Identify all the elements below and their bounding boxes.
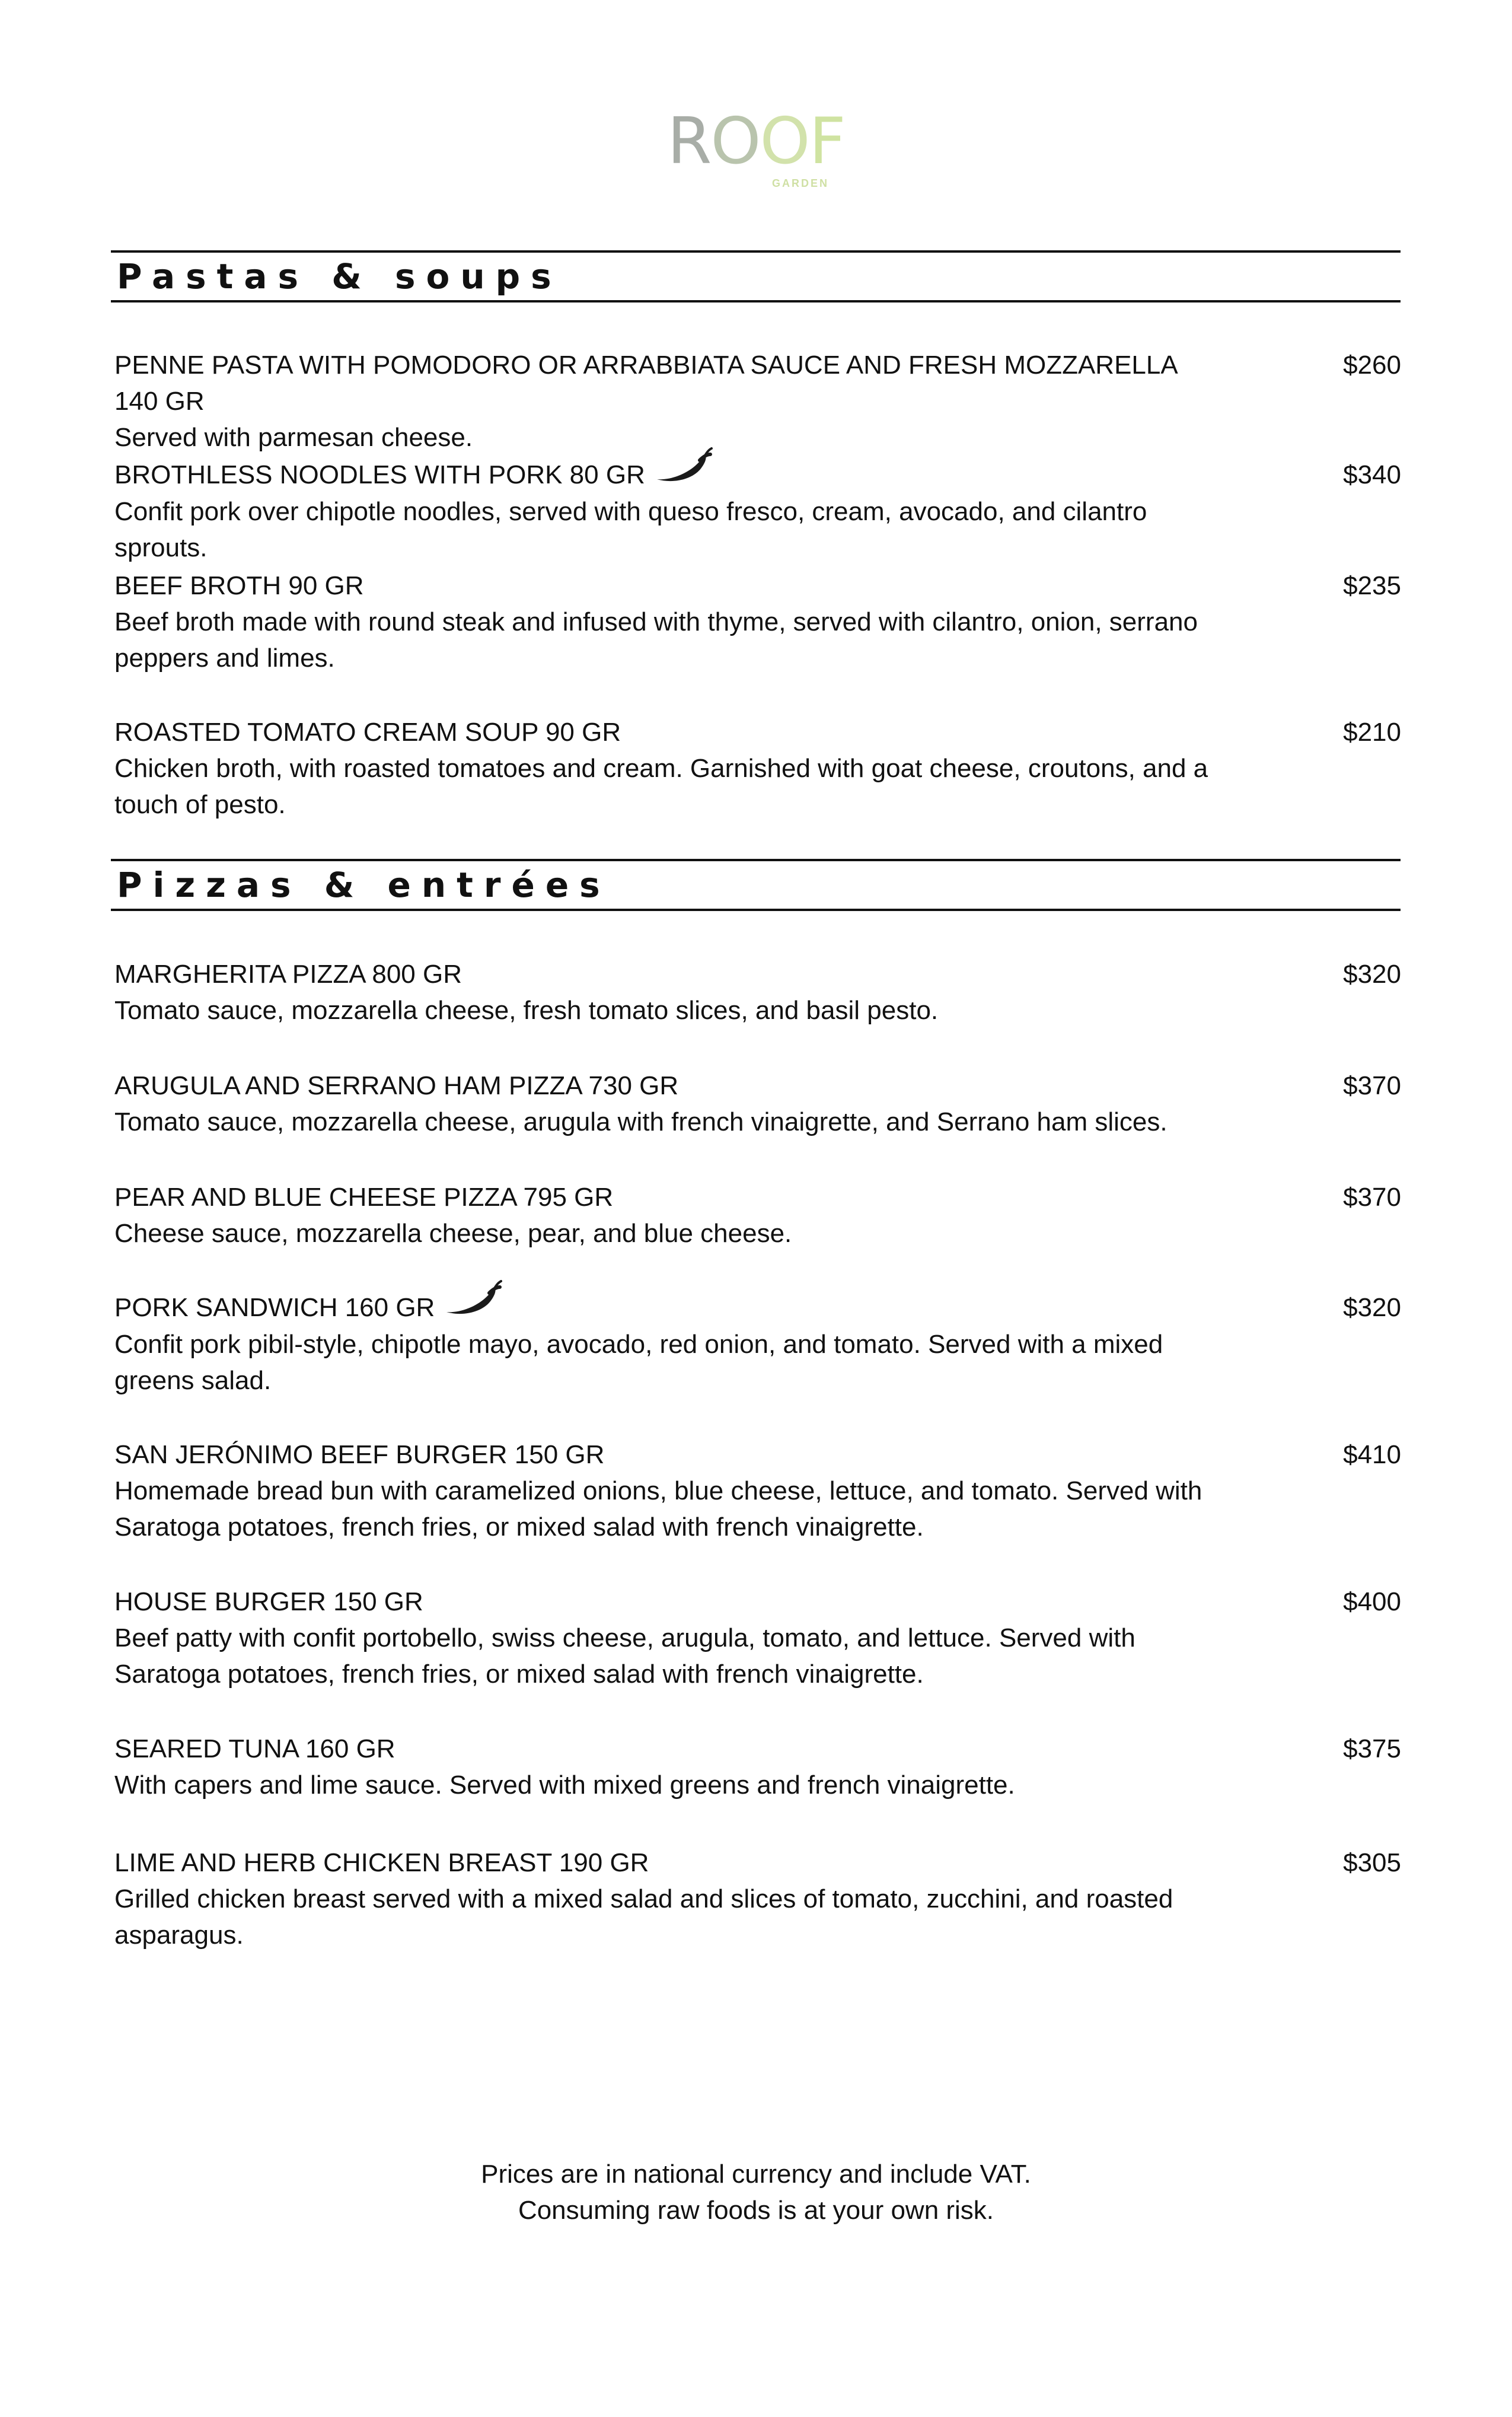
section-title: Pastas & soups bbox=[117, 256, 562, 297]
menu-item bbox=[114, 347, 1401, 456]
footer-line-raw-food: Consuming raw foods is at your own risk. bbox=[518, 2196, 994, 2225]
menu-item bbox=[114, 1845, 1401, 1953]
chili-pepper-icon bbox=[443, 1279, 502, 1326]
section-header-pizzas-entrees bbox=[111, 859, 1401, 911]
item-price: $410 bbox=[1343, 1440, 1401, 1469]
item-price: $210 bbox=[1343, 718, 1401, 747]
logo-wordmark: ROOF bbox=[667, 104, 845, 179]
item-description: Grilled chicken breast served with a mixed salad and slices of tomato, zucchini, and roasted asparagus. bbox=[114, 1884, 1173, 1950]
item-description: Chicken broth, with roasted tomatoes and cream. Garnished with goat cheese, croutons, and a touch of pesto. bbox=[114, 754, 1208, 819]
item-price: $375 bbox=[1343, 1734, 1401, 1763]
item-price: $370 bbox=[1343, 1071, 1401, 1100]
item-description: Cheese sauce, mozzarella cheese, pear, and blue cheese. bbox=[114, 1219, 792, 1248]
chili-pepper-icon bbox=[653, 446, 713, 493]
item-price: $235 bbox=[1343, 571, 1401, 600]
section-header-pastas-soups bbox=[111, 250, 1401, 302]
menu-item bbox=[114, 457, 1401, 566]
menu-item bbox=[114, 956, 1401, 1028]
item-name: ARUGULA AND SERRANO HAM PIZZA 730 GR bbox=[114, 1071, 679, 1100]
item-description: Confit pork over chipotle noodles, served with queso fresco, cream, avocado, and cilantro sprouts. bbox=[114, 497, 1147, 563]
item-name: MARGHERITA PIZZA 800 GR bbox=[114, 960, 462, 989]
menu-item bbox=[114, 1068, 1401, 1140]
item-name: SEARED TUNA 160 GR bbox=[114, 1734, 395, 1763]
item-name: HOUSE BURGER 150 GR bbox=[114, 1587, 423, 1616]
menu-item bbox=[114, 1179, 1401, 1252]
item-name: PENNE PASTA WITH POMODORO OR ARRABBIATA SAUCE AND FRESH MOZZARELLA 140 GR bbox=[114, 351, 1177, 416]
item-price: $260 bbox=[1343, 351, 1401, 380]
item-price: $370 bbox=[1343, 1183, 1401, 1212]
menu-item bbox=[114, 568, 1401, 676]
menu-footer bbox=[0, 2156, 1512, 2228]
roof-garden-logo bbox=[0, 104, 1512, 190]
menu-item bbox=[114, 1584, 1401, 1692]
item-description: Confit pork pibil-style, chipotle mayo, avocado, red onion, and tomato. Served with a mixed greens salad. bbox=[114, 1330, 1163, 1396]
footer-line-vat: Prices are in national currency and include VAT. bbox=[481, 2160, 1031, 2189]
item-description: Served with parmesan cheese. bbox=[114, 423, 473, 452]
item-description: Homemade bread bun with caramelized onions, blue cheese, lettuce, and tomato. Served with Saratoga potatoes, french fries, or mixed salad with french vinaigrette. bbox=[114, 1476, 1202, 1542]
item-name-row bbox=[114, 1289, 1401, 1326]
item-description: Beef broth made with round steak and infused with thyme, served with cilantro, onion, serrano peppers and limes. bbox=[114, 607, 1198, 673]
item-price: $320 bbox=[1343, 1293, 1401, 1322]
item-name: PEAR AND BLUE CHEESE PIZZA 795 GR bbox=[114, 1183, 614, 1212]
item-description: Tomato sauce, mozzarella cheese, arugula with french vinaigrette, and Serrano ham slices. bbox=[114, 1107, 1168, 1136]
item-name: LIME AND HERB CHICKEN BREAST 190 GR bbox=[114, 1848, 649, 1877]
item-description: Beef patty with confit portobello, swiss cheese, arugula, tomato, and lettuce. Served with Saratoga potatoes, french fries, or mixed salad with french vinaigrette. bbox=[114, 1623, 1135, 1689]
item-name: BROTHLESS NOODLES WITH PORK 80 GR bbox=[114, 460, 645, 489]
item-price: $400 bbox=[1343, 1587, 1401, 1616]
section-title: Pizzas & entrées bbox=[117, 865, 611, 905]
item-name: BEEF BROTH 90 GR bbox=[114, 571, 364, 600]
item-price: $340 bbox=[1343, 460, 1401, 489]
item-name-row bbox=[114, 457, 1401, 493]
item-name: ROASTED TOMATO CREAM SOUP 90 GR bbox=[114, 718, 621, 747]
item-description: Tomato sauce, mozzarella cheese, fresh tomato slices, and basil pesto. bbox=[114, 996, 939, 1025]
menu-item bbox=[114, 1289, 1401, 1399]
menu-item bbox=[114, 714, 1401, 823]
item-price: $305 bbox=[1343, 1848, 1401, 1877]
item-price: $320 bbox=[1343, 960, 1401, 989]
item-description: With capers and lime sauce. Served with mixed greens and french vinaigrette. bbox=[114, 1770, 1015, 1800]
menu-item bbox=[114, 1731, 1401, 1803]
item-name: SAN JERÓNIMO BEEF BURGER 150 GR bbox=[114, 1440, 605, 1469]
item-name: PORK SANDWICH 160 GR bbox=[114, 1293, 435, 1322]
menu-item bbox=[114, 1437, 1401, 1545]
logo-subtitle: GARDEN bbox=[771, 177, 829, 189]
